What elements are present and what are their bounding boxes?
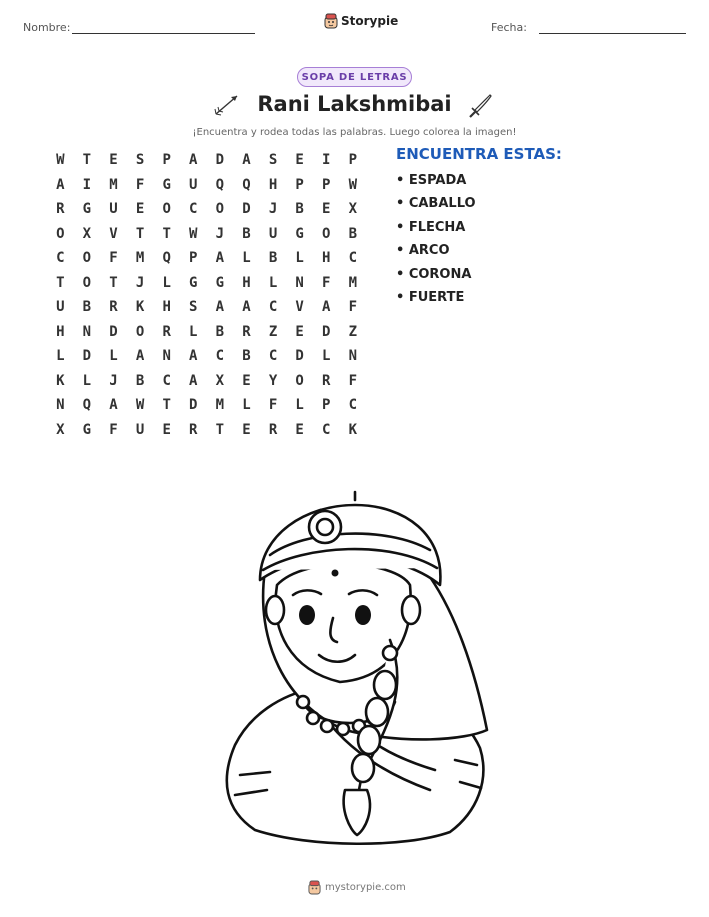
- grid-cell[interactable]: G: [82, 421, 92, 438]
- grid-cell[interactable]: R: [242, 323, 251, 340]
- grid-cell[interactable]: C: [322, 421, 331, 438]
- grid-cell[interactable]: X: [215, 372, 225, 389]
- grid-cell[interactable]: N: [295, 274, 304, 291]
- grid-cell[interactable]: C: [268, 299, 278, 316]
- grid-cell[interactable]: L: [295, 250, 304, 267]
- word-list: [396, 172, 476, 312]
- grid-cell[interactable]: J: [135, 274, 145, 291]
- grid-cell[interactable]: A: [215, 299, 225, 316]
- grid-cell[interactable]: P: [162, 152, 171, 169]
- grid-cell[interactable]: C: [189, 201, 198, 218]
- brand-logo: [324, 13, 398, 29]
- date-label: Fecha:: [491, 21, 527, 34]
- grid-cell[interactable]: L: [295, 397, 304, 414]
- page-title: Rani Lakshmibai: [257, 92, 452, 116]
- grid-cell[interactable]: O: [135, 323, 145, 340]
- grid-cell[interactable]: F: [348, 299, 358, 316]
- word-list-item: • CABALLO: [396, 196, 476, 212]
- grid-cell[interactable]: T: [162, 225, 171, 242]
- word-list-item: • ARCO: [396, 243, 450, 259]
- grid-cell[interactable]: R: [109, 299, 118, 316]
- grid-cell[interactable]: A: [135, 348, 145, 365]
- grid-cell[interactable]: R: [322, 372, 331, 389]
- sword-icon: [465, 92, 495, 122]
- grid-cell[interactable]: M: [109, 176, 118, 193]
- grid-cell[interactable]: B: [295, 201, 304, 218]
- grid-cell[interactable]: Z: [268, 323, 278, 340]
- grid-cell[interactable]: W: [189, 225, 198, 242]
- grid-cell[interactable]: P: [322, 176, 331, 193]
- grid-cell[interactable]: C: [348, 250, 358, 267]
- grid-cell[interactable]: N: [162, 348, 171, 365]
- grid-cell[interactable]: M: [215, 397, 225, 414]
- grid-cell[interactable]: D: [215, 152, 225, 169]
- grid-cell[interactable]: K: [56, 372, 65, 389]
- grid-cell[interactable]: O: [82, 274, 92, 291]
- grid-cell[interactable]: P: [348, 152, 358, 169]
- grid-cell[interactable]: P: [189, 250, 198, 267]
- footer: [308, 880, 406, 895]
- date-line[interactable]: [539, 33, 686, 34]
- grid-cell[interactable]: E: [295, 421, 304, 438]
- grid-cell[interactable]: V: [295, 299, 304, 316]
- grid-cell[interactable]: G: [215, 274, 225, 291]
- grid-cell[interactable]: R: [56, 201, 65, 218]
- grid-cell[interactable]: K: [348, 421, 358, 438]
- grid-cell[interactable]: B: [82, 299, 92, 316]
- word-list-item: • CORONA: [396, 266, 472, 282]
- grid-cell[interactable]: A: [242, 299, 251, 316]
- grid-cell[interactable]: D: [82, 348, 92, 365]
- grid-cell[interactable]: O: [162, 201, 171, 218]
- word-search-grid: [47, 148, 367, 442]
- grid-cell[interactable]: T: [82, 152, 92, 169]
- grid-cell[interactable]: A: [215, 250, 225, 267]
- grid-cell[interactable]: J: [215, 225, 225, 242]
- grid-cell[interactable]: T: [135, 225, 145, 242]
- grid-cell[interactable]: L: [322, 348, 331, 365]
- grid-cell[interactable]: M: [348, 274, 358, 291]
- grid-cell[interactable]: B: [215, 323, 225, 340]
- grid-cell[interactable]: A: [242, 152, 251, 169]
- storypie-mascot-icon: [308, 880, 321, 895]
- grid-cell[interactable]: F: [135, 176, 145, 193]
- grid-cell[interactable]: M: [135, 250, 145, 267]
- grid-cell[interactable]: U: [56, 299, 65, 316]
- grid-cell[interactable]: L: [242, 250, 251, 267]
- activity-badge: SOPA DE LETRAS: [297, 67, 412, 87]
- grid-cell[interactable]: X: [348, 201, 358, 218]
- grid-cell[interactable]: O: [322, 225, 331, 242]
- grid-cell[interactable]: G: [295, 225, 304, 242]
- grid-cell[interactable]: L: [242, 397, 251, 414]
- grid-cell[interactable]: B: [242, 225, 251, 242]
- grid-cell[interactable]: J: [268, 201, 278, 218]
- grid-cell[interactable]: T: [215, 421, 225, 438]
- grid-cell[interactable]: C: [268, 348, 278, 365]
- instructions: ¡Encuentra y rodea todas las palabras. Luego colorea la imagen!: [192, 127, 517, 138]
- grid-cell[interactable]: A: [189, 372, 198, 389]
- grid-cell[interactable]: H: [268, 176, 278, 193]
- word-list-item: • FLECHA: [396, 219, 466, 235]
- grid-cell[interactable]: Q: [242, 176, 251, 193]
- name-line[interactable]: [72, 33, 255, 34]
- grid-cell[interactable]: A: [109, 397, 118, 414]
- grid-cell[interactable]: W: [56, 152, 65, 169]
- grid-cell[interactable]: D: [109, 323, 118, 340]
- grid-cell[interactable]: N: [82, 323, 92, 340]
- word-list-item: • ESPADA: [396, 173, 467, 188]
- storypie-mascot-icon: [324, 13, 338, 29]
- grid-cell[interactable]: T: [162, 397, 171, 414]
- grid-cell[interactable]: E: [162, 421, 171, 438]
- grid-cell[interactable]: P: [322, 397, 331, 414]
- grid-cell[interactable]: X: [82, 225, 92, 242]
- grid-cell[interactable]: Q: [215, 176, 225, 193]
- grid-cell[interactable]: E: [242, 372, 251, 389]
- grid-cell[interactable]: N: [56, 397, 65, 414]
- grid-cell[interactable]: Y: [268, 372, 278, 389]
- grid-cell[interactable]: L: [82, 372, 92, 389]
- grid-cell[interactable]: H: [162, 299, 171, 316]
- name-label: Nombre:: [23, 21, 71, 34]
- grid-cell[interactable]: Q: [82, 397, 92, 414]
- grid-cell[interactable]: R: [189, 421, 198, 438]
- grid-cell[interactable]: D: [322, 323, 331, 340]
- grid-cell[interactable]: I: [322, 152, 331, 169]
- grid-cell[interactable]: G: [82, 201, 92, 218]
- grid-cell[interactable]: B: [242, 348, 251, 365]
- grid-cell[interactable]: R: [268, 421, 278, 438]
- grid-cell[interactable]: R: [162, 323, 171, 340]
- grid-cell[interactable]: D: [242, 201, 251, 218]
- grid-cell[interactable]: S: [268, 152, 278, 169]
- grid-cell[interactable]: L: [56, 348, 65, 365]
- grid-cell[interactable]: I: [82, 176, 92, 193]
- grid-cell[interactable]: P: [295, 176, 304, 193]
- grid-cell[interactable]: A: [189, 152, 198, 169]
- grid-cell[interactable]: L: [268, 274, 278, 291]
- grid-cell[interactable]: B: [348, 225, 358, 242]
- grid-cell[interactable]: E: [295, 323, 304, 340]
- grid-cell[interactable]: E: [322, 201, 331, 218]
- grid-cell[interactable]: F: [109, 421, 118, 438]
- grid-cell[interactable]: F: [268, 397, 278, 414]
- grid-cell[interactable]: W: [348, 176, 358, 193]
- grid-cell[interactable]: W: [135, 397, 145, 414]
- grid-cell[interactable]: H: [242, 274, 251, 291]
- grid-cell[interactable]: J: [109, 372, 118, 389]
- grid-cell[interactable]: L: [189, 323, 198, 340]
- grid-cell[interactable]: Z: [348, 323, 358, 340]
- grid-cell[interactable]: S: [135, 152, 145, 169]
- grid-cell[interactable]: O: [56, 225, 65, 242]
- grid-cell[interactable]: C: [56, 250, 65, 267]
- grid-cell[interactable]: H: [322, 250, 331, 267]
- grid-cell[interactable]: N: [348, 348, 358, 365]
- brand-name: Storypie: [341, 14, 399, 28]
- grid-cell[interactable]: G: [189, 274, 198, 291]
- grid-cell[interactable]: C: [348, 397, 358, 414]
- grid-cell[interactable]: F: [322, 274, 331, 291]
- grid-cell[interactable]: E: [109, 152, 118, 169]
- grid-cell[interactable]: B: [135, 372, 145, 389]
- grid-cell[interactable]: U: [109, 201, 118, 218]
- grid-cell[interactable]: U: [135, 421, 145, 438]
- word-list-title: ENCUENTRA ESTAS:: [396, 145, 562, 163]
- grid-cell[interactable]: L: [109, 348, 118, 365]
- grid-cell[interactable]: E: [295, 152, 304, 169]
- grid-cell[interactable]: T: [109, 274, 118, 291]
- grid-cell[interactable]: E: [135, 201, 145, 218]
- grid-cell[interactable]: F: [348, 372, 358, 389]
- grid-cell[interactable]: O: [215, 201, 225, 218]
- word-list-item: • FUERTE: [396, 289, 465, 305]
- grid-cell[interactable]: C: [162, 372, 171, 389]
- grid-cell[interactable]: V: [109, 225, 118, 242]
- grid-cell[interactable]: A: [189, 348, 198, 365]
- grid-cell[interactable]: O: [295, 372, 304, 389]
- grid-cell[interactable]: A: [322, 299, 331, 316]
- grid-cell[interactable]: H: [56, 323, 65, 340]
- grid-cell[interactable]: S: [189, 299, 198, 316]
- grid-cell[interactable]: G: [162, 176, 171, 193]
- grid-cell[interactable]: O: [82, 250, 92, 267]
- rani-lakshmibai-illustration: [215, 490, 495, 850]
- grid-cell[interactable]: K: [135, 299, 145, 316]
- grid-cell[interactable]: C: [215, 348, 225, 365]
- grid-cell[interactable]: E: [242, 421, 251, 438]
- grid-cell[interactable]: D: [295, 348, 304, 365]
- grid-cell[interactable]: T: [56, 274, 65, 291]
- grid-cell[interactable]: D: [189, 397, 198, 414]
- grid-cell[interactable]: L: [162, 274, 171, 291]
- grid-cell[interactable]: B: [268, 250, 278, 267]
- grid-cell[interactable]: F: [109, 250, 118, 267]
- grid-cell[interactable]: U: [189, 176, 198, 193]
- grid-cell[interactable]: X: [56, 421, 65, 438]
- grid-cell[interactable]: A: [56, 176, 65, 193]
- footer-url[interactable]: mystorypie.com: [325, 882, 406, 893]
- grid-cell[interactable]: Q: [162, 250, 171, 267]
- grid-cell[interactable]: U: [268, 225, 278, 242]
